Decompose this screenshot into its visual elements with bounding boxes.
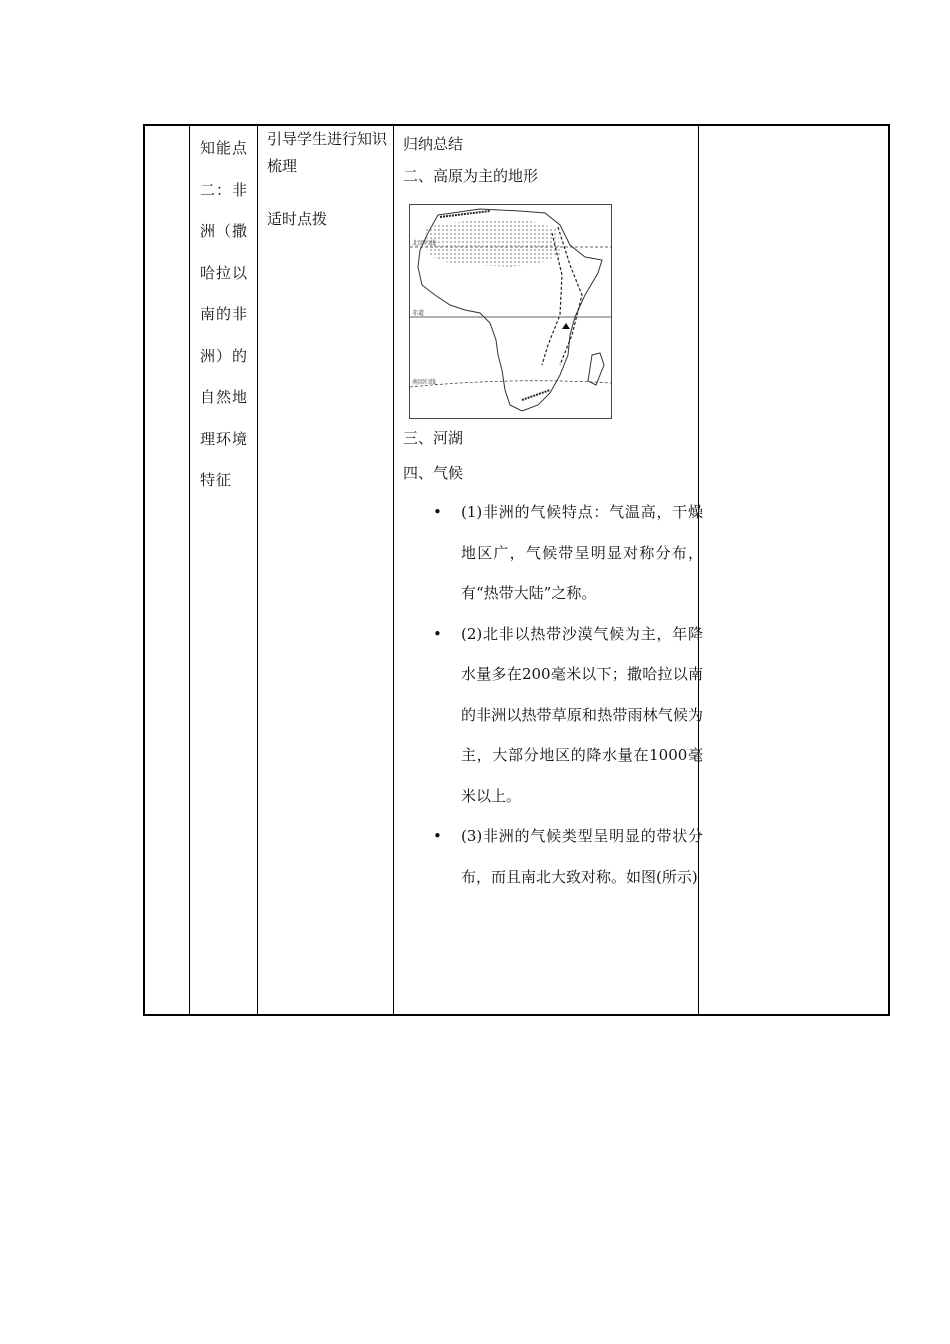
africa-map — [409, 204, 612, 419]
madagascar-island — [588, 353, 604, 385]
column-divider — [189, 126, 190, 1014]
section-terrain: 二、高原为主的地形 — [403, 167, 539, 185]
column-divider — [393, 126, 394, 1014]
summary-cell — [403, 128, 699, 192]
drakensberg-mountains — [522, 390, 550, 400]
summary-heading: 归纳总结 — [403, 135, 464, 153]
mountain-peak-marker — [562, 323, 570, 329]
hint-text: 适时点拨 — [267, 210, 328, 228]
equator-label: 赤道 — [412, 310, 425, 317]
list-item — [403, 614, 703, 817]
lesson-table — [143, 124, 890, 1016]
section-climate: 四、气候 — [403, 464, 464, 482]
teacher-activity-cell — [267, 126, 392, 233]
climate-bullet-list — [403, 492, 703, 897]
bullet-icon: • — [433, 624, 442, 643]
climate-point-3: (3)非洲的气候类型呈明显的带状分布，而且南北大致对称。如图(所示) — [461, 827, 703, 886]
summary-cell-lower — [403, 422, 699, 489]
section-rivers-lakes: 三、河湖 — [403, 429, 464, 447]
sahara-desert-area — [425, 219, 560, 267]
knowledge-point-cell: 知能点二：非洲（撒哈拉以南的非洲）的自然地理环境特征 — [200, 139, 249, 489]
rift-valley-line — [558, 227, 582, 365]
north-tropic-label: 北回归线 — [412, 240, 437, 247]
south-tropic-label: 南回归线 — [412, 379, 437, 386]
bullet-icon: • — [433, 503, 442, 521]
bullet-icon: • — [433, 827, 442, 845]
list-item — [403, 492, 703, 614]
guide-text: 引导学生进行知识梳理 — [267, 130, 388, 175]
south-tropic-line — [410, 381, 611, 387]
climate-point-2: (2)北非以热带沙漠气候为主，年降水量多在200毫米以下；撒哈拉以南的非洲以热带草原和热带雨林气候为主，大部分地区的降水量在1000毫米以上。 — [461, 624, 703, 805]
list-item — [403, 816, 703, 897]
column-divider — [257, 126, 258, 1014]
climate-point-1: (1)非洲的气候特点：气温高，干燥地区广，气候带呈明显对称分布，有“热带大陆”之称。 — [461, 503, 703, 602]
